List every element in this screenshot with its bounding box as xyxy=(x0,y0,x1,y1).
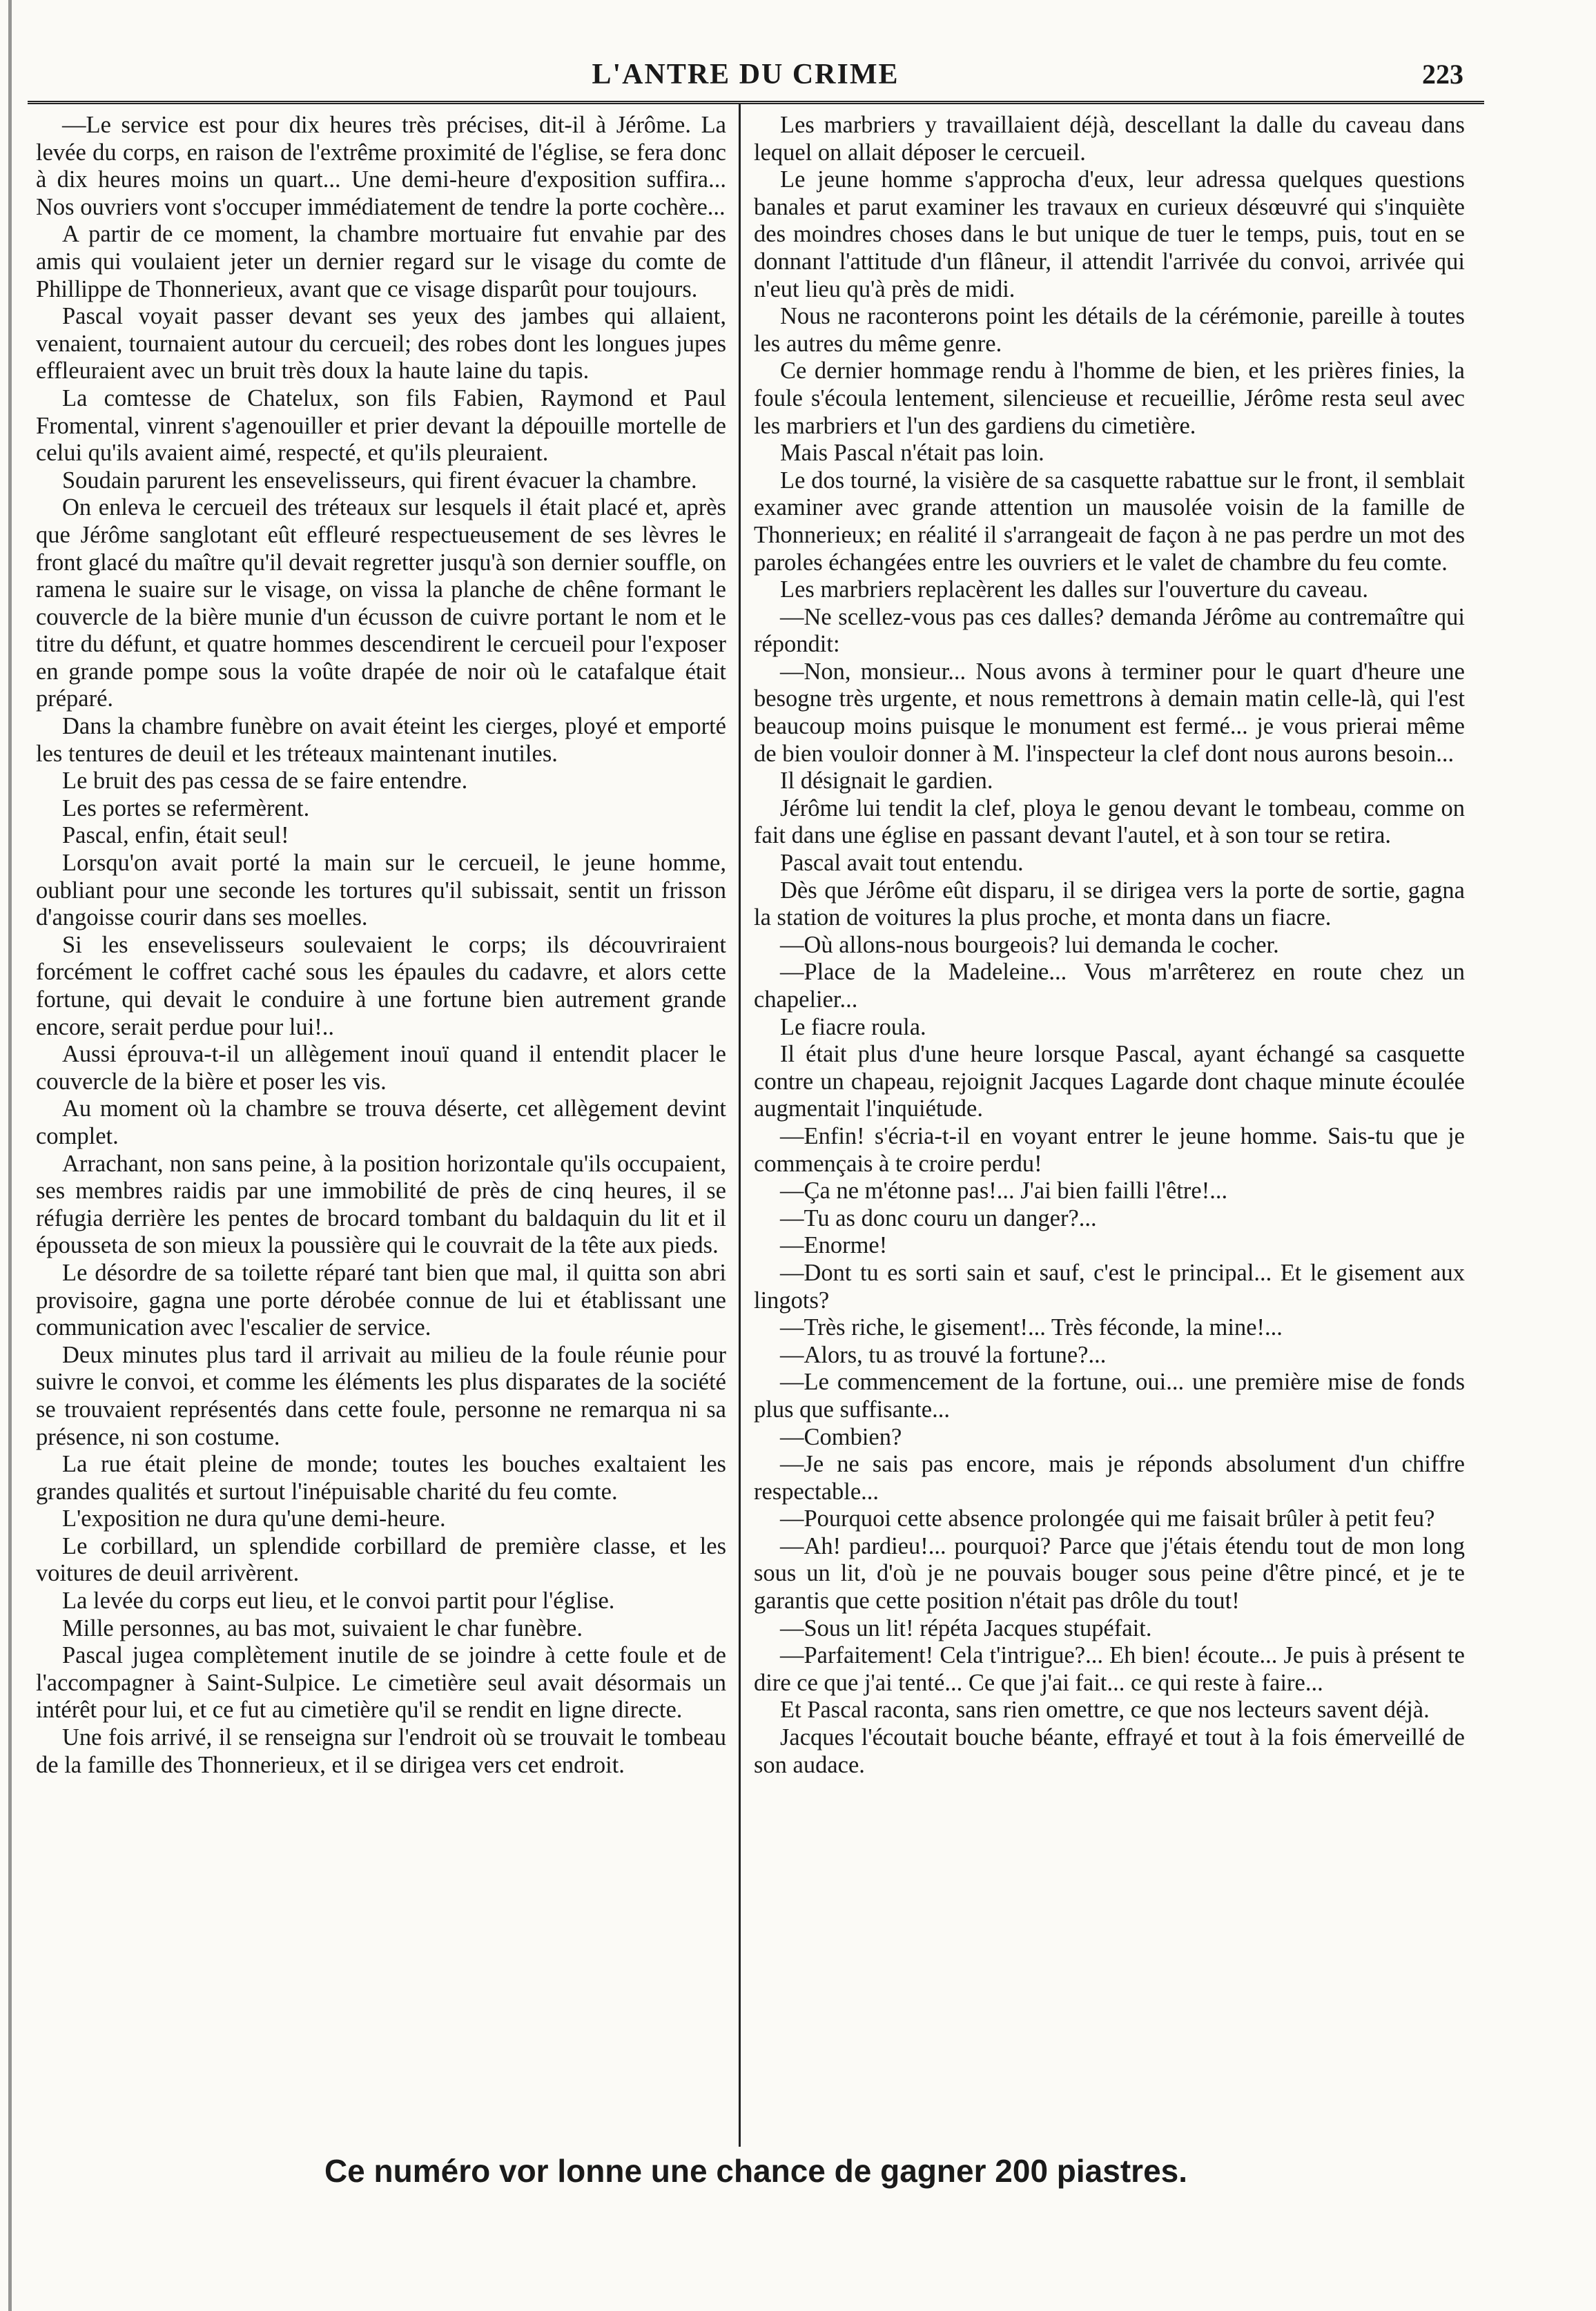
paragraph: —Tu as donc couru un danger?... xyxy=(780,1205,1097,1231)
paragraph: Pascal avait tout entendu. xyxy=(780,850,1024,877)
paragraph: —Enfin! s'écria-t-il en voyant entrer le jeune homme. Sais-tu que je commençais à te croire perdu! xyxy=(754,1122,1465,1177)
paragraph: Ce dernier hommage rendu à l'homme de bien, et les prières finies, la foule s'écoula lentement, silencieuse et recueillie, Jérôme resta seul avec les marbriers et l'un des gardiens du cimetière. xyxy=(754,358,1465,439)
paragraph: Le jeune homme s'approcha d'eux, leur adressa quelques questions banales et parut examiner les travaux en curieux désœuvré qui s'inquiète des moindres choses dans le but unique de tuer le temps, puis, tout en se donnant l'attitude d'un flâneur, il attendit l'arrivée du convoi, arrivée qui n'eut lieu qu'à près de midi. xyxy=(754,166,1465,302)
paragraph: Mille personnes, au bas mot, suivaient le char funèbre. xyxy=(62,1615,583,1641)
right-column xyxy=(754,112,1465,2148)
paragraph: Mais Pascal n'était pas loin. xyxy=(780,440,1044,467)
paragraph: Jacques l'écoutait bouche béante, effrayé et tout à la fois émerveillé de son audace. xyxy=(754,1724,1465,1778)
paragraph: —Ça ne m'étonne pas!... J'ai bien failli l'être!... xyxy=(780,1178,1228,1205)
paragraph: Les marbriers replacèrent les dalles sur l'ouverture du caveau. xyxy=(780,576,1369,603)
paragraph: Pascal, enfin, était seul! xyxy=(62,822,289,849)
paragraph: Arrachant, non sans peine, à la position horizontale qu'ils occupaient, ses membres raidis par une immobilité de près de cinq heures, il se réfugia derrière les pentes de brocard tombant du baldaquin du lit et il épousseta de son mieux la poussière qui le couvrait de la tête aux pieds. xyxy=(36,1150,726,1259)
paragraph: A partir de ce moment, la chambre mortuaire fut envahie par des amis qui voulaient jeter un dernier regard sur le visage du comte de Phillippe de Thonnerieux, avant que ce visage disparût pour toujours. xyxy=(36,221,726,302)
paragraph: —Alors, tu as trouvé la fortune?... xyxy=(780,1341,1107,1368)
page-number: 223 xyxy=(1422,59,1463,90)
paragraph: Dans la chambre funèbre on avait éteint les cierges, ployé et emporté les tentures de deuil et les tréteaux maintenant inutiles. xyxy=(36,713,726,767)
paragraph: Dès que Jérôme eût disparu, il se dirigea vers la porte de sortie, gagna la station de voitures la plus proche, et monta dans un fiacre. xyxy=(754,877,1465,931)
paragraph: La rue était pleine de monde; toutes les bouches exaltaient les grandes qualités et surtout l'inépuisable charité du feu comte. xyxy=(36,1451,726,1505)
paragraph: Le désordre de sa toilette réparé tant bien que mal, il quitta son abri provisoire, gagna une porte dérobée connue de lui et établissant une communication avec l'escalier de service. xyxy=(36,1259,726,1341)
paragraph: —Dont tu es sorti sain et sauf, c'est le principal... Et le gisement aux lingots? xyxy=(754,1259,1465,1314)
paragraph: Le fiacre roula. xyxy=(780,1013,926,1040)
paragraph: Le dos tourné, la visière de sa casquette rabattue sur le front, il semblait examiner avec grande attention un mausolée voisin de la famille de Thonnerieux; en réalité il s'arrangeait de façon à ne pas perdre un mot des paroles échangées entre les ouvriers et le valet de chambre du feu comte. xyxy=(754,467,1465,576)
paragraph: —Non, monsieur... Nous avons à terminer pour le quart d'heure une besogne très urgente, et nous remettrons à demain matin celle-là, qui l'est beaucoup moins puisque le monument est fermé... je vous prierai même de bien vouloir donner à M. l'inspecteur la clef dont nous aurons besoin... xyxy=(754,658,1465,767)
paragraph: Il désignait le gardien. xyxy=(780,768,993,794)
paragraph: Si les ensevelisseurs soulevaient le corps; ils découvriraient forcément le coffret caché sous les épaules du cadavre, et alors cette fortune, qui devait le conduire à une fortune bien autrement grande encore, serait perdue pour lui!.. xyxy=(36,931,726,1040)
paragraph: —Parfaitement! Cela t'intrigue?... Eh bien! écoute... Je puis à présent te dire ce que j'ai tenté... Ce que j'ai fait... ce qui reste à faire... xyxy=(754,1642,1465,1696)
paragraph: La levée du corps eut lieu, et le convoi partit pour l'église. xyxy=(62,1588,615,1615)
paragraph: Et Pascal raconta, sans rien omettre, ce que nos lecteurs savent déjà. xyxy=(780,1697,1430,1724)
paragraph: On enleva le cercueil des tréteaux sur lesquels il était placé et, après que Jérôme sanglotant eût effleuré respectueusement de ses lèvres le front glacé du maître qu'il devait regretter jusqu'à son dernier souffle, on ramena le suaire sur le visage, on vissa la planche de chêne formant le couvercle de la bière munie d'un écusson de cuivre portant le nom et le titre du défunt, et quatre hommes descendirent le cercueil pour l'exposer en grande pompe sous la voûte drapée de noir où le catafalque était préparé. xyxy=(36,494,726,712)
binding-edge xyxy=(8,0,12,2311)
paragraph: Aussi éprouva-t-il un allègement inouï quand il entendit placer le couvercle de la bière et poser les vis. xyxy=(36,1041,726,1095)
paragraph: —Très riche, le gisement!... Très féconde, la mine!... xyxy=(780,1314,1283,1341)
paragraph: —Ne scellez-vous pas ces dalles? demanda Jérôme au contremaître qui répondit: xyxy=(754,603,1465,658)
paragraph: Il était plus d'une heure lorsque Pascal, ayant échangé sa casquette contre un chapeau, rejoignit Jacques Lagarde dont chaque minute écoulée augmentait l'inquiétude. xyxy=(754,1041,1465,1122)
paragraph: Au moment où la chambre se trouva déserte, cet allègement devint complet. xyxy=(36,1095,726,1149)
paragraph: L'exposition ne dura qu'une demi-heure. xyxy=(62,1505,446,1532)
footer-notice: Ce numéro vor lonne une chance de gagner 200 piastres. xyxy=(324,2153,1188,2189)
paragraph: Le bruit des pas cessa de se faire entendre. xyxy=(62,768,468,794)
paragraph: —Ah! pardieu!... pourquoi? Parce que j'étais étendu tout de mon long sous un lit, d'où je ne pouvais bouger sous peine d'être pincé, et je te garantis que cette position n'était pas drôle du tout! xyxy=(754,1532,1465,1615)
page-header xyxy=(28,58,1463,99)
column-divider xyxy=(739,104,741,2147)
paragraph: Nous ne raconterons point les détails de la cérémonie, pareille à toutes les autres du même genre. xyxy=(754,303,1465,357)
paragraph: —Combien? xyxy=(780,1423,902,1450)
header-rule xyxy=(28,101,1484,104)
paragraph: Pascal voyait passer devant ses yeux des jambes qui allaient, venaient, tournaient autour du cercueil; des robes dont les longues jupes effleuraient avec un bruit très doux la haute laine du tapis. xyxy=(36,303,726,384)
paragraph: —Où allons-nous bourgeois? lui demanda le cocher. xyxy=(780,931,1279,958)
paragraph: La comtesse de Chatelux, son fils Fabien, Raymond et Paul Fromental, vinrent s'agenouiller et prier devant la dépouille mortelle de celui qu'ils avaient aimé, respecté, et qu'ils pleuraient. xyxy=(36,384,726,467)
paragraph: —Sous un lit! répéta Jacques stupéfait. xyxy=(780,1615,1152,1641)
paragraph: Lorsqu'on avait porté la main sur le cercueil, le jeune homme, oubliant pour une seconde les tortures qu'il subissait, sentit un frisson d'angoisse courir dans ses moelles. xyxy=(36,850,726,931)
paragraph: Les portes se refermèrent. xyxy=(62,794,310,821)
paragraph: —Enorme! xyxy=(780,1232,888,1259)
paragraph: —Le commencement de la fortune, oui... une première mise de fonds plus que suffisante... xyxy=(754,1369,1465,1423)
left-column xyxy=(36,112,726,2148)
paragraph: Soudain parurent les ensevelisseurs, qui firent évacuer la chambre. xyxy=(62,467,697,494)
paragraph: Pascal jugea complètement inutile de se joindre à cette foule et de l'accompagner à Saint-Sulpice. Le cimetière seul avait désormais un intérêt pour lui, et ce fut au cimetière qu'il se rendit en ligne directe. xyxy=(36,1642,726,1724)
paragraph: —Place de la Madeleine... Vous m'arrêterez en route chez un chapelier... xyxy=(754,959,1465,1013)
paragraph: Deux minutes plus tard il arrivait au milieu de la foule réunie pour suivre le convoi, et comme les éléments les plus disparates de la société se trouvaient représentés dans cette foule, personne ne remarqua ni sa présence, ni son costume. xyxy=(36,1341,726,1450)
paragraph: —Pourquoi cette absence prolongée qui me faisait brûler à petit feu? xyxy=(780,1505,1435,1532)
paragraph: Les marbriers y travaillaient déjà, descellant la dalle du caveau dans lequel on allait déposer le cercueil. xyxy=(754,112,1465,166)
paragraph: —Le service est pour dix heures très précises, dit-il à Jérôme. La levée du corps, en raison de l'extrême proximité de l'église, se fera donc à dix heures moins un quart... Une demi-heure d'exposition suffira... Nos ouvriers vont s'occuper immédiatement de tendre la porte cochère... xyxy=(36,112,726,220)
paragraph: Une fois arrivé, il se renseigna sur l'endroit où se trouvait le tombeau de la famille des Thonnerieux, et il se dirigea vers cet endroit. xyxy=(36,1724,726,1778)
paragraph: Le corbillard, un splendide corbillard de première classe, et les voitures de deuil arrivèrent. xyxy=(36,1532,726,1587)
paragraph: —Je ne sais pas encore, mais je réponds absolument d'un chiffre respectable... xyxy=(754,1451,1465,1505)
paragraph: Jérôme lui tendit la clef, ploya le genou devant le tombeau, comme on fait dans une église en passant devant l'autel, et à son tour se retira. xyxy=(754,794,1465,849)
running-title: L'ANTRE DU CRIME xyxy=(592,59,899,90)
